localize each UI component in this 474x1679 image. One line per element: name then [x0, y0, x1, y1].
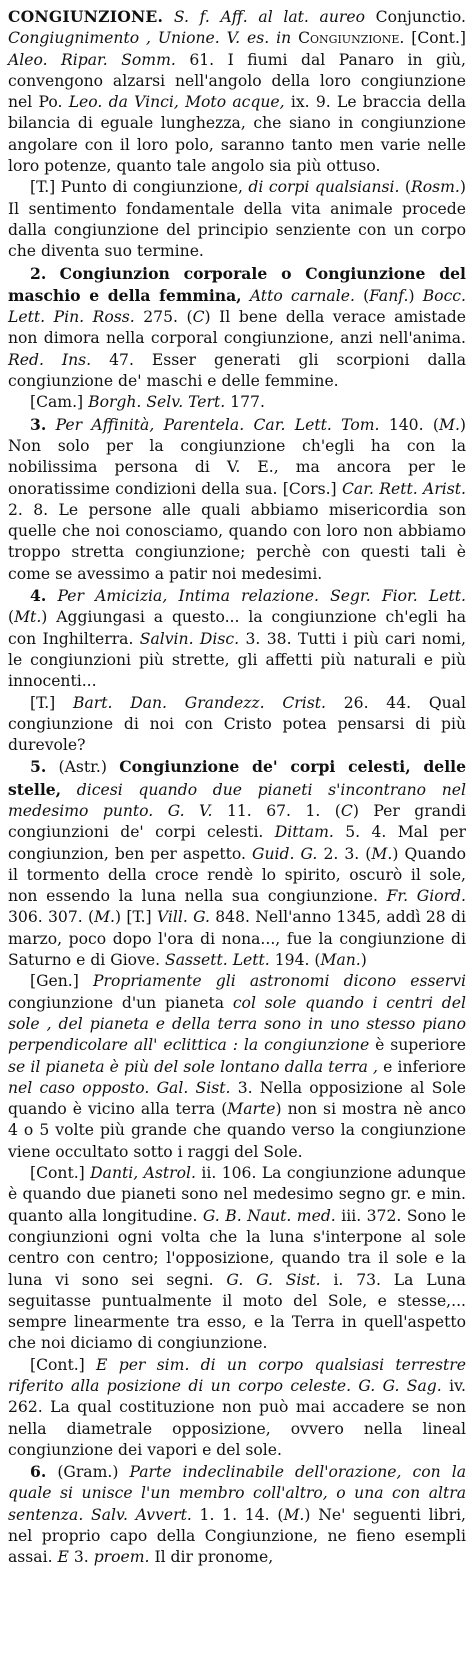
italic-text: M. [283, 1505, 305, 1524]
bold-phrase: Congiunzion corporale o Congiunzione del maschio e della femmina, [8, 263, 466, 305]
italic-text: Dittam. [274, 823, 334, 842]
italic-text: Sassett. Lett. [165, 951, 270, 970]
entry-sense-paragraph [8, 971, 466, 1163]
entry-text: (Gram.) [46, 1463, 130, 1482]
italic-text: Borgh. Selv. Tert. [88, 393, 226, 412]
italic-text: S. f. Aff. al lat. aureo [173, 8, 365, 26]
italic-text: M. [94, 908, 116, 927]
italic-text: Salvin. Disc. [139, 629, 240, 648]
entry-text [163, 8, 174, 26]
entry-text: [T.] Punto di congiunzione, [30, 178, 249, 197]
entry-text: ( [8, 608, 15, 627]
entry-headword: CONGIUNZIONE. [8, 7, 164, 26]
italic-text: E per sim. di un corpo qualsiasi terrestre riferito alla posizione di un corpo celeste. G. G. Sag. [8, 1355, 466, 1395]
entry-text: è superiore [369, 1036, 466, 1055]
entry-text: ix. 9. Le braccia della bilancia di eguale lunghezza, che siano in congiunzione angolare con il loro polo, saranno tanto men varie nelle loro potenze, quanto tale angolo sia più ottuso. [8, 93, 467, 176]
entry-text: i. 73. La Luna seguitasse puntualmente il moto del Sole, e stesse,... sempre linearmente tra esso, e la Terra in quell'aspetto che noi diciamo di congiunzione. [8, 1270, 466, 1353]
italic-text: Per Affinità, Parentela. Car. Lett. Tom. [55, 415, 380, 434]
entry-text [46, 416, 55, 434]
italic-text: nel caso opposto. Gal. Sist. [8, 1078, 231, 1097]
entry-text: 3. [68, 1548, 94, 1567]
entry-text: [Cont.] [30, 1164, 91, 1183]
italic-text: Congiugnimento , Unione. V. es. in [8, 29, 292, 48]
entry-text: ) non si mostra nè anco 4 o 5 volte più grande che quando verso la congiunzione viene occultato sotto i raggi del Sole. [8, 1100, 466, 1161]
italic-text: Red. Ins. [8, 350, 92, 369]
italic-text: Mt. [14, 608, 42, 627]
entry-text: 306. 307. ( [8, 908, 95, 927]
entry-text: 140. ( [379, 415, 439, 434]
entry-text [61, 781, 77, 799]
entry-text: 848. Nell'anno 1345, addì 28 di marzo, poco dopo l'ora di nona..., fue la congiunzione di Saturno e di Giove. [8, 908, 466, 970]
entry-text: iii. 372. Sono le congiunzioni ogni volta che la luna s'interpone al sole centro con centro; l'opposizione, quando tra il sole e la luna vi sono sei segni. [8, 1206, 467, 1289]
entry-text: [Gen.] [30, 972, 93, 991]
entry-text: [T.] [30, 693, 73, 712]
sense-number: 4. [30, 586, 47, 606]
italic-text: Per Amicizia, Intima relazione. Segr. Fior. Lett. [57, 587, 466, 606]
italic-text: Propriamente gli astronomi dicono esservi [93, 972, 466, 991]
entry-text: 1. 1. 14. ( [191, 1505, 284, 1524]
italic-text: Car. Rett. Arist. [341, 479, 466, 498]
entry-sense-paragraph [8, 1461, 466, 1568]
entry-sense-paragraph [8, 585, 466, 692]
entry-text: ii. 106. La congiunzione adunque è quando due pianeti sono nel medesimo segno gr. e min. quanto alla longitudine. [8, 1164, 466, 1225]
italic-text: Man. [320, 951, 361, 970]
entry-sense-paragraph [8, 1355, 466, 1461]
bold-phrase: Congiunzione de' corpi celesti, delle stelle, [8, 757, 466, 799]
entry-text: 26. 44. Qual congiunzione di noi con Cristo potea pensarsi di più durevole? [8, 693, 466, 755]
sense-number: 5. [30, 757, 47, 777]
entry-text: ( [399, 178, 412, 197]
italic-text: col sole quando i centri del sole , del pianeta e della terra sono in uno stesso piano perpendicolare all' eclittica : la congiunzione [8, 993, 466, 1055]
entry-text: (Astr.) [46, 758, 120, 777]
italic-text: di corpi qualsiansi. [248, 178, 400, 197]
entry-text: ) Il sentimento fondamentale della vita animale procede dalla congiunzione del principio senziente con un corpo che diventa suo termine. [8, 178, 466, 261]
italic-text: Aleo. Ripar. Somm. [8, 50, 176, 69]
dictionary-entry-congiunzione [8, 6, 466, 1569]
italic-text: se il pianeta è più del sole lontano dalla terra , [8, 1057, 379, 1076]
entry-text: 3. 38. Tutti i più cari nomi, le congiunzioni più strette, gli affetti più naturali e più innocenti... [8, 629, 466, 691]
entry-text: ) Quando il tormento della croce rendè lo spirito, oscurò il sole, non essendo la luna nella sua congiunzione. [8, 844, 466, 906]
entry-text [242, 287, 250, 305]
entry-text: 47. Esser generati gli scorpioni dalla congiunzione de' maschi e delle femmine. [8, 350, 466, 391]
italic-text: Vill. G. [156, 908, 210, 927]
entry-text [46, 265, 59, 283]
entry-definition-paragraph [8, 6, 466, 177]
italic-text: M. [371, 844, 393, 863]
entry-text: ) Non solo per la congiunzione ch'egli ha con la nobilissima persona di V. E., ma ancora per le onoratissime condizioni della sua. [Cors.] [8, 415, 467, 498]
entry-text: ) Il bene della verace amistade non dimora nella corporal congiunzione, anzi nell'anima. [8, 308, 466, 348]
italic-text: Marte [227, 1100, 276, 1119]
entry-text: [Cam.] [30, 393, 89, 412]
entry-sense-paragraph [8, 263, 466, 393]
entry-text: 3. Nella opposizione al Sole quando è vicino alla terra ( [8, 1078, 466, 1119]
italic-text: Bocc. Lett. Pin. Ross. [8, 286, 466, 327]
italic-text: Leo. da Vinci, Moto acque, [68, 93, 285, 112]
italic-text: Guid. G. [252, 844, 318, 863]
italic-text: dicesi quando due pianeti s'incontrano nel medesimo punto. G. V. [8, 780, 466, 820]
sense-number: 6. [30, 1462, 47, 1482]
entry-text: ) [360, 951, 367, 970]
sense-number: 3. [30, 414, 47, 434]
entry-text: ) Ne' seguenti libri, nel proprio capo della Congiunzione, ne fieno esempli assai. [8, 1505, 467, 1567]
entry-text: e inferiore [378, 1057, 466, 1076]
italic-text: C [192, 308, 205, 327]
entry-sense-paragraph [8, 177, 466, 262]
italic-text: Atto carnale. [249, 286, 355, 305]
entry-text: Conjunctio. [364, 8, 466, 26]
italic-text: Danti, Astrol. [90, 1164, 196, 1183]
entry-text: congiunzione d'un pianeta [8, 993, 233, 1012]
entry-text: ( [354, 286, 370, 305]
entry-text: 194. ( [269, 951, 321, 970]
entry-sense-paragraph [8, 414, 466, 585]
entry-text: [Cont.] [30, 1355, 97, 1374]
italic-text: Rosm. [411, 178, 460, 197]
entry-sense-paragraph [8, 756, 466, 971]
italic-text: C [340, 801, 353, 820]
italic-text: M. [438, 415, 460, 434]
entry-text [46, 587, 57, 605]
entry-sense-paragraph [8, 392, 466, 413]
italic-text: Fanf. [369, 286, 409, 305]
entry-text: Il dir pronome, [149, 1548, 274, 1567]
entry-text: iv. 262. La qual costituzione non può mai accadere se non nella diametrale opposizione, ovvero nella lineal congiunzione dei vapori e del sole. [8, 1377, 466, 1459]
entry-text: ) [408, 286, 423, 305]
entry-text: 5. 4. Mal per congiunzion, ben per aspetto. [8, 823, 466, 863]
entry-text: ) Per grandi congiunzioni de' corpi celesti. [8, 801, 467, 842]
entry-text: . [Cont.] [399, 29, 466, 48]
entry-sense-paragraph [8, 1163, 466, 1355]
sense-number: 2. [30, 263, 47, 283]
entry-text: 2. 8. Le persone alle quali abbiamo misericordia son quelle che noi conosciamo, quando con loro non abbiamo troppo stretta congiunzione; perchè con questi tali è come se avessimo a patir noi medesimi. [8, 500, 466, 583]
entry-text: 275. ( [134, 308, 193, 327]
entry-text: 61. I fiumi dal Panaro in giù, convengono alzarsi nell'angolo della loro congiunzione nel Po. [8, 50, 466, 112]
entry-text: ) Aggiungasi a questo... la congiunzione ch'egli ha con Inghilterra. [8, 608, 466, 648]
italic-text: Fr. Giord. [386, 887, 466, 906]
small-caps-reference: Congiunzione [298, 29, 400, 48]
entry-text: ) [T.] [115, 908, 157, 927]
entry-sense-paragraph [8, 693, 466, 757]
italic-text: E [57, 1548, 69, 1567]
italic-text: Bart. Dan. Grandezz. Crist. [73, 693, 326, 712]
italic-text: G. G. Sist. [226, 1270, 321, 1289]
entry-text: 11. 67. 1. ( [212, 801, 341, 820]
entry-text: 177. [225, 393, 265, 412]
italic-text: proem. [93, 1548, 150, 1567]
italic-text: Parte indeclinabile dell'orazione, con la quale si unisce l'un membro coll'altro, o una con altra sentenza. Salv. Avvert. [8, 1463, 466, 1524]
entry-text: 2. 3. ( [317, 844, 372, 863]
italic-text: G. B. Naut. med. [202, 1206, 336, 1225]
